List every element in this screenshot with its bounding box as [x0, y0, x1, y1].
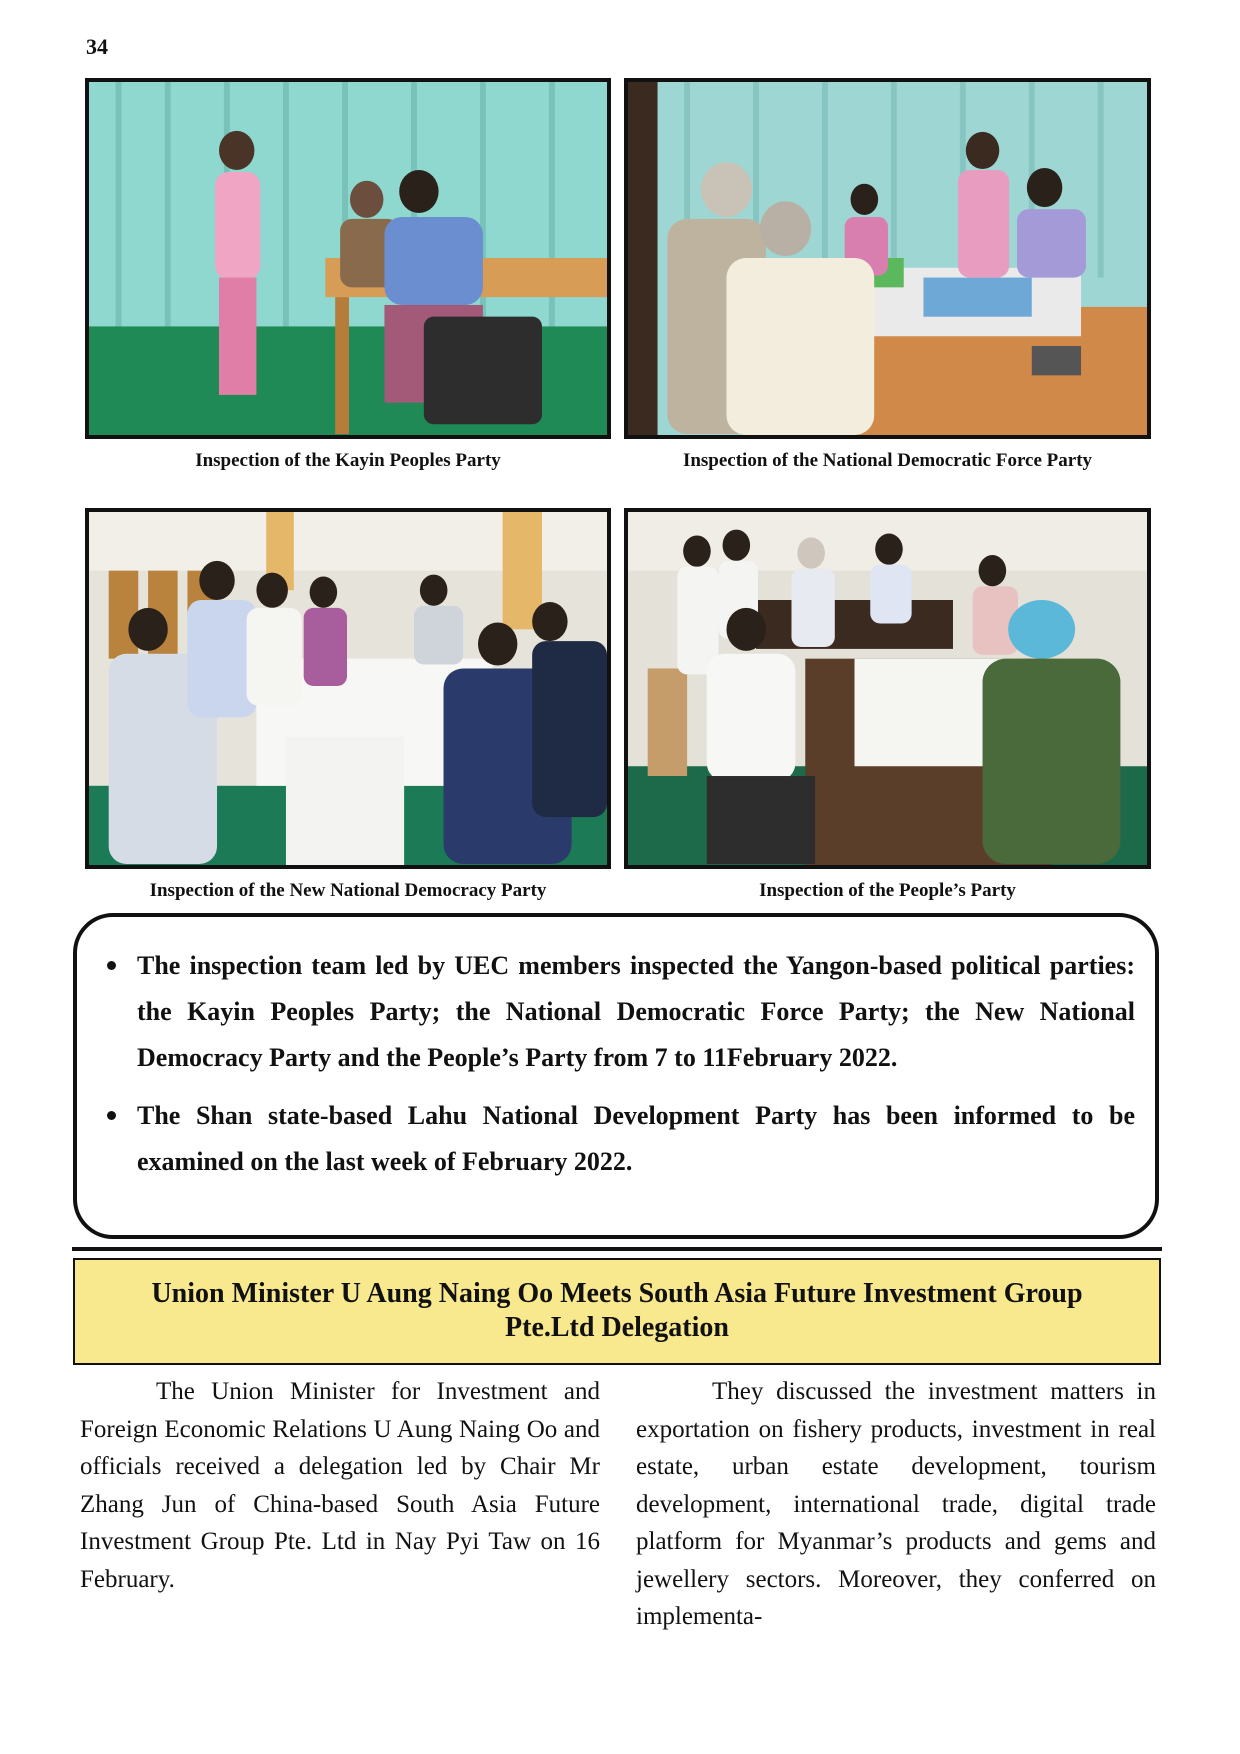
photo-caption: Inspection of the Kayin Peoples Party — [195, 450, 501, 471]
headline-line: Union Minister U Aung Naing Oo Meets South Asia Future Investment Group — [151, 1278, 1083, 1309]
photo-new-national-democracy-party — [85, 508, 611, 869]
photo-caption: Inspection of the National Democratic Force Party — [682, 450, 1093, 471]
highlight-item: The inspection team led by UEC members inspected the Yangon-based political parties: the Kayin Peoples Party; the National Democratic Force Party; the New National Democracy Party and the People’s Party from 7 to 11February 2022. — [107, 943, 1135, 1081]
article-paragraph: The Union Minister for Investment and Foreign Economic Relations U Aung Naing Oo and officials received a delegation led by Chair Mr Zhang Jun of China-based South Asia Future Investment Group Pte. Ltd in Nay Pyi Taw on 16 February. — [80, 1378, 600, 1593]
article-column-right — [636, 1373, 1156, 1636]
bullet-icon — [107, 1111, 116, 1120]
photo-kayin-peoples-party — [85, 78, 611, 439]
bullet-icon — [107, 961, 116, 970]
photo-caption: Inspection of the New National Democracy Party — [149, 880, 547, 901]
article-paragraph: They discussed the investment matters in exportation on fishery products, investment in real estate, urban estate development, tourism development, international trade, digital trade platform for Myanmar’s products and gems and jewellery sectors. Moreover, they conferred on implementa- — [636, 1378, 1156, 1630]
headline-line: Pte.Ltd Delegation — [505, 1312, 729, 1343]
photo-caption: Inspection of the People’s Party — [759, 880, 1016, 901]
highlight-item: The Shan state-based Lahu National Development Party has been informed to be examined on the last week of February 2022. — [107, 1093, 1135, 1185]
photo-national-democratic-force-party — [624, 78, 1151, 439]
article-column-left — [80, 1373, 600, 1598]
photo-peoples-party — [624, 508, 1151, 869]
article-headline — [73, 1258, 1161, 1365]
page-number: 34 — [86, 34, 108, 59]
section-divider — [72, 1247, 1162, 1251]
highlights-box — [73, 913, 1159, 1239]
